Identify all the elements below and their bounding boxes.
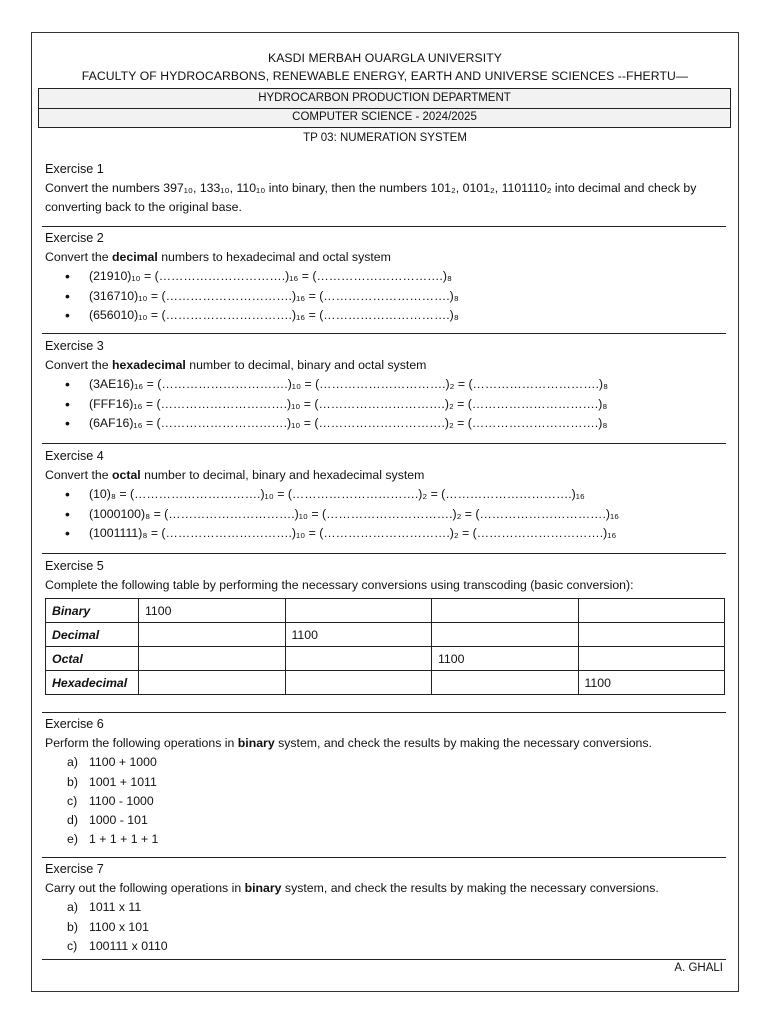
exercise-intro: Convert the decimal numbers to hexadecimal and octal system [45, 250, 391, 265]
table-cell [578, 647, 725, 671]
list-item: b) 1001 + 1011 [67, 774, 157, 789]
operation-list [45, 753, 725, 849]
section-divider [42, 553, 726, 554]
list-item: e) 1 + 1 + 1 + 1 [67, 832, 159, 847]
list-item: • (1001111)₈ = (………………………….)₁₀ = (………………………….)₂ = (………………………….)₁₆ [65, 524, 725, 543]
exercise-intro: Convert the hexadecimal number to decimal, binary and octal system [45, 358, 427, 373]
section-divider [42, 712, 726, 713]
list-item: a) 1100 + 1000 [67, 755, 157, 770]
table-cell [578, 599, 725, 623]
table-cell [285, 647, 432, 671]
conversion-list [45, 375, 725, 433]
list-item: • (656010)₁₀ = (………………………….)₁₆ = (………………………….)₈ [65, 306, 725, 325]
table-cell [285, 671, 432, 695]
list-item: • (10)₈ = (………………………….)₁₀ = (………………………….)₂ = (………………………….)₁₆ [65, 485, 725, 504]
section-divider [42, 443, 726, 444]
exercise-intro: Carry out the following operations in binary system, and check the results by making the necessary conversions. [45, 881, 659, 896]
list-item: • (316710)₁₀ = (………………………….)₁₆ = (………………………….)₈ [65, 287, 725, 306]
exercise-title: Exercise 2 [45, 231, 104, 245]
row-header: Binary [46, 599, 139, 623]
section-divider [42, 959, 726, 960]
table-cell [578, 623, 725, 647]
exercise-1 [45, 160, 725, 218]
university-header [45, 33, 725, 85]
exercise-5 [45, 557, 725, 595]
document-page [31, 32, 739, 992]
table-cell: 1100 [578, 671, 725, 695]
exercise-title: Exercise 3 [45, 339, 104, 353]
university-name: KASDI MERBAH OUARGLA UNIVERSITY [267, 51, 503, 65]
list-item: • (FFF16)₁₆ = (………………………….)₁₀ = (………………………….)₂ = (………………………….)₈ [65, 395, 725, 414]
list-item: • (21910)₁₀ = (………………………….)₁₆ = (………………………….)₈ [65, 267, 725, 286]
exercise-intro: Convert the octal number to decimal, binary and hexadecimal system [45, 468, 425, 483]
exercise-6 [45, 715, 725, 849]
table-cell [432, 623, 579, 647]
department-name: HYDROCARBON PRODUCTION DEPARTMENT [258, 92, 511, 104]
list-item: c) 1100 - 1000 [67, 793, 154, 808]
table-cell: 1100 [432, 647, 579, 671]
list-item: • (3AE16)₁₆ = (………………………….)₁₀ = (………………………….)₂ = (………………………….)₈ [65, 375, 725, 394]
section-divider [42, 333, 726, 334]
author-signature: A. GHALI [674, 962, 723, 974]
table-row [46, 623, 725, 647]
exercise-text: Convert the numbers 397₁₀, 133₁₀, 110₁₀ into binary, then the numbers 101₂, 0101₂, 1101110₂ into decimal and check by converting back to the original base. [45, 181, 697, 215]
faculty-name: FACULTY OF HYDROCARBONS, RENEWABLE ENERGY, EARTH AND UNIVERSE SCIENCES --FHERTU— [81, 69, 689, 83]
exercise-title: Exercise 6 [45, 717, 104, 731]
operation-list [45, 898, 725, 956]
conversion-table [45, 598, 725, 695]
list-item: a) 1011 x 11 [67, 900, 142, 915]
list-item: b) 1100 x 101 [67, 919, 149, 934]
conversion-list [45, 485, 725, 543]
table-cell [139, 671, 286, 695]
table-row [46, 599, 725, 623]
row-header: Hexadecimal [46, 671, 139, 695]
department-divider [39, 108, 730, 109]
table-cell: 1100 [285, 623, 432, 647]
tp-label: TP 03: [303, 132, 337, 144]
course-title: COMPUTER SCIENCE - 2024/2025 [292, 111, 477, 123]
table-cell [285, 599, 432, 623]
exercise-title: Exercise 5 [45, 559, 104, 573]
exercise-title: Exercise 4 [45, 449, 104, 463]
table-cell [432, 599, 579, 623]
table-cell [432, 671, 579, 695]
table-row [46, 671, 725, 695]
tp-title [32, 132, 738, 144]
section-divider [42, 226, 726, 227]
tp-topic: NUMERATION SYSTEM [339, 132, 467, 144]
section-divider [42, 857, 726, 858]
exercise-text: Complete the following table by performing the necessary conversions using transcoding (basic conversion): [45, 578, 634, 593]
list-item: c) 100111 x 0110 [67, 938, 168, 953]
table-cell: 1100 [139, 599, 286, 623]
list-item: d) 1000 - 101 [67, 813, 148, 828]
exercise-3 [45, 337, 725, 433]
exercise-title: Exercise 7 [45, 862, 104, 876]
exercise-7 [45, 860, 725, 956]
table-row [46, 647, 725, 671]
table-cell [139, 647, 286, 671]
row-header: Decimal [46, 623, 139, 647]
list-item: • (1000100)₈ = (………………………….)₁₀ = (………………………….)₂ = (………………………….)₁₆ [65, 505, 725, 524]
exercise-2 [45, 229, 725, 325]
table-cell [139, 623, 286, 647]
exercise-4 [45, 447, 725, 543]
conversion-list [45, 267, 725, 325]
department-box [38, 88, 731, 128]
row-header: Octal [46, 647, 139, 671]
list-item: • (6AF16)₁₆ = (………………………….)₁₀ = (………………………….)₂ = (………………………….)₈ [65, 414, 725, 433]
exercise-title: Exercise 1 [45, 162, 104, 176]
exercise-intro: Perform the following operations in binary system, and check the results by making the necessary conversions. [45, 736, 652, 751]
